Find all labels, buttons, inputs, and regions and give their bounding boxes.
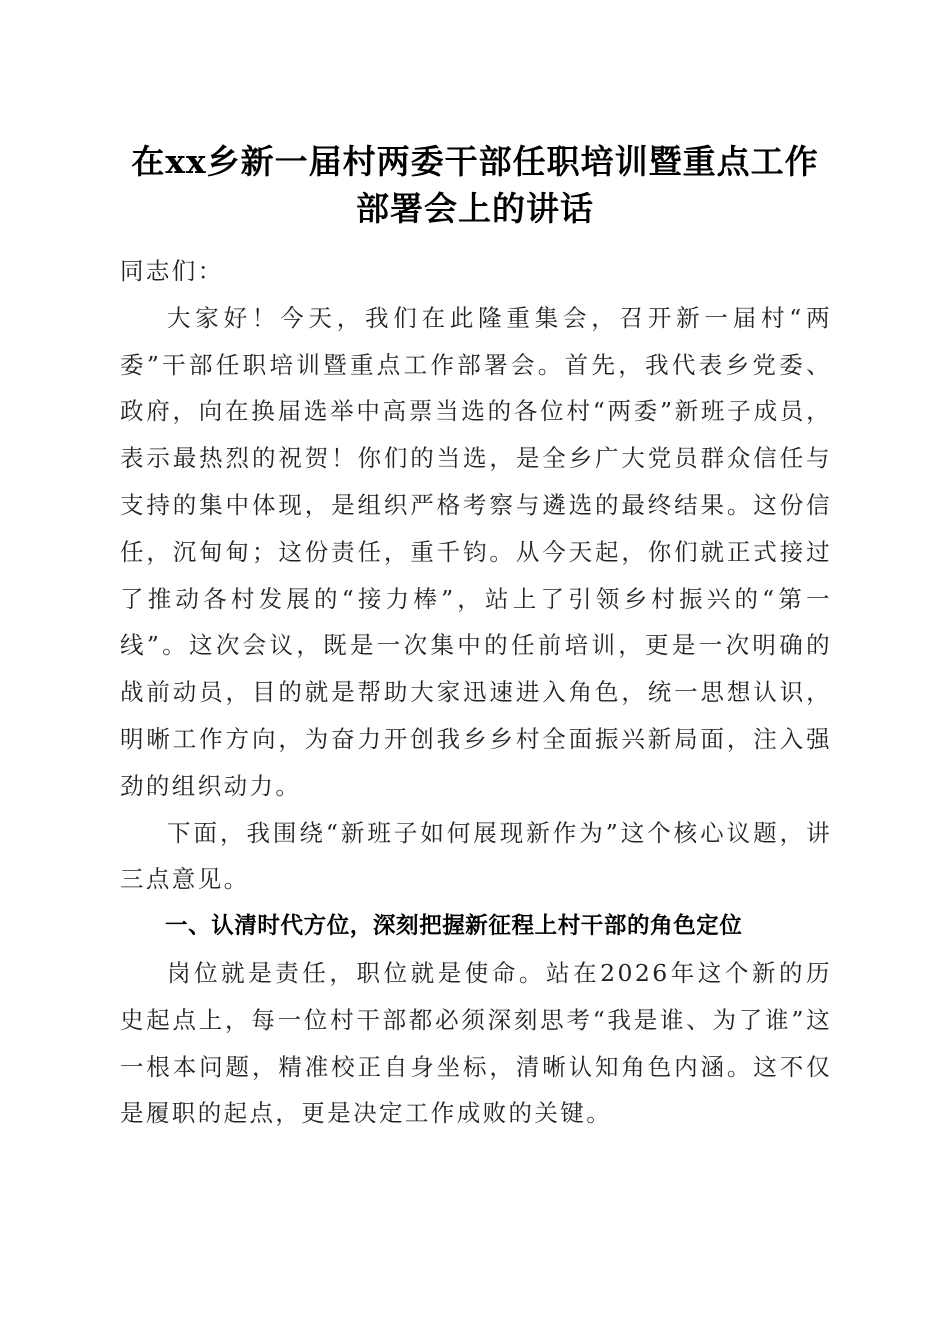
- section-heading-1: 一、认清时代方位，深刻把握新征程上村干部的角色定位: [165, 913, 743, 940]
- section-1-paragraph: 岗位就是责任，职位就是使命。站在2026年这个新的历史起点上，每一位村干部都必须深刻思考“我是谁、为了谁”这一根本问题，精准校正自身坐标，清晰认知角色内涵。这不仅是履职的起点，更是决定工作成败的关键。: [120, 958, 832, 1128]
- outline-paragraph: 下面，我围绕“新班子如何展现新作为”这个核心议题，讲三点意见。: [120, 818, 832, 894]
- document-body: [120, 248, 832, 1137]
- salutation: 同志们：: [120, 257, 224, 285]
- document-title: 在xx乡新一届村两委干部任职培训暨重点工作部署会上的讲话: [131, 142, 819, 228]
- opening-paragraph: 大家好！今天，我们在此隆重集会，召开新一届村“两委”干部任职培训暨重点工作部署会。首先，我代表乡党委、政府，向在换届选举中高票当选的各位村“两委”新班子成员，表示最热烈的祝贺！你们的当选，是全乡广大党员群众信任与支持的集中体现，是组织严格考察与遴选的最终结果。这份信任，沉甸甸；这份责任，重千钧。从今天起，你们就正式接过了推动各村发展的“接力棒”，站上了引领乡村振兴的“第一线”。这次会议，既是一次集中的任前培训，更是一次明确的战前动员，目的就是帮助大家迅速进入角色，统一思想认识，明晰工作方向，为奋力开创我乡乡村全面振兴新局面，注入强劲的组织动力。: [120, 303, 832, 800]
